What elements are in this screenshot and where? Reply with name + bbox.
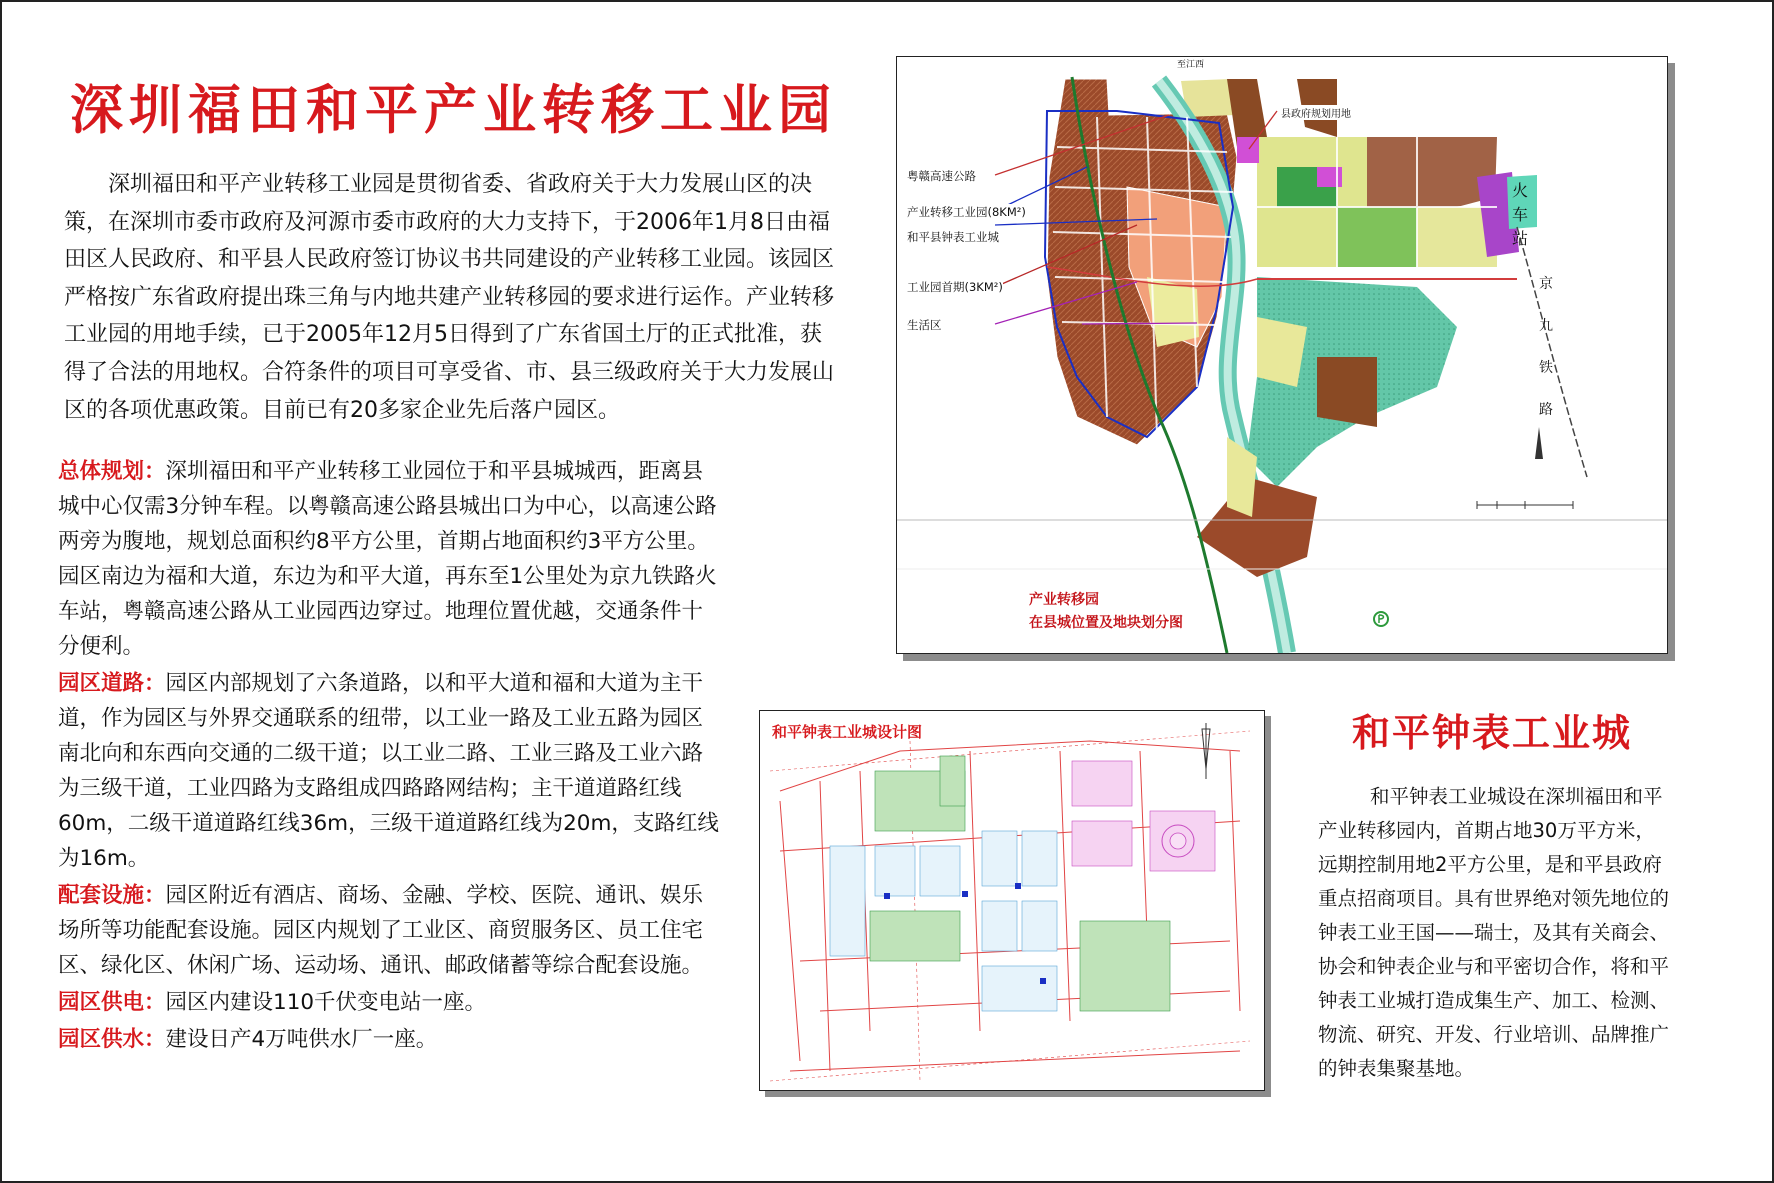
label-clock-city: 和平县钟表工业城 xyxy=(907,230,999,244)
section-list xyxy=(58,454,724,1059)
section-water xyxy=(58,1022,724,1057)
intro-paragraph: 深圳福田和平产业转移工业园是贯彻省委、省政府关于大力发展山区的决策，在深圳市委市政府及河源市委市政府的大力支持下，于2006年1月8日由福田区人民政府、和平县人民政府签订协议书共同建设的产业转移工业园。该园区严格按广东省政府提出珠三角与内地共建产业转移园的要求进行运作。产业转移工业园的用地手续，已于2005年12月5日得到了广东省国土厅的正式批准，获得了合法的用地权。合符条件的项目可享受省、市、县三级政府关于大力发展山区的各项优惠政策。目前已有20多家企业先后落户园区。 xyxy=(64,172,835,423)
section-roads xyxy=(58,666,724,876)
railway-char: 九 xyxy=(1539,318,1553,334)
section-text: 园区附近有酒店、商场、金融、学校、医院、通讯、娱乐场所等功能配套设施。园区内规划了工业区、商贸服务区、员工住宅区、绿化区、休闲广场、运动场、通讯、邮政储蓄等综合配套设施。 xyxy=(58,883,704,978)
design-title: 和平钟表工业城设计图 xyxy=(772,723,923,741)
railway-char: 铁 xyxy=(1539,360,1553,376)
section-heading: 总体规划： xyxy=(58,459,166,484)
section-heading: 园区供水： xyxy=(58,1027,166,1052)
section-power xyxy=(58,985,724,1020)
station-char: 站 xyxy=(1511,229,1528,248)
station-char: 火 xyxy=(1511,181,1528,200)
label-park: 产业转移工业园(8KM²) xyxy=(907,205,1026,219)
section-text: 建设日产4万吨供水厂一座。 xyxy=(165,1027,438,1052)
clock-city-title: 和平钟表工业城 xyxy=(1352,711,1633,755)
design-plan-graphic xyxy=(760,711,1264,1090)
label-highway: 粤赣高速公路 xyxy=(907,169,976,183)
caption-line-2: 在县城位置及地块划分图 xyxy=(1029,615,1183,631)
station-label xyxy=(1511,179,1529,251)
section-overall-plan xyxy=(58,454,724,664)
caption-line-1: 产业转移园 xyxy=(1029,592,1099,608)
section-heading: 园区道路： xyxy=(58,671,166,696)
label-to-jiangxi: 至江西 xyxy=(1177,60,1205,70)
station-char: 车 xyxy=(1511,205,1528,224)
section-heading: 配套设施： xyxy=(58,883,166,908)
railway-label xyxy=(1537,263,1555,431)
section-text: 深圳福田和平产业转移工业园位于和平县城城西，距离县城中心仅需3分钟车程。以粤赣高速公路县城出口为中心，以高速公路两旁为腹地，规划总面积约8平方公里，首期占地面积约3平方公里。园区南边为福和大道，东边为和平大道，再东至1公里处为京九铁路火车站，粤赣高速公路从工业园西边穿过。地理位置优越，交通条件十分便利。 xyxy=(58,459,717,659)
section-text: 园区内部规划了六条道路，以和平大道和福和大道为主干道，作为园区与外界交通联系的纽带，以工业一路及工业五路为园区南北向和东西向交通的二级干道；以工业二路、工业三路及工业六路为三级干道，工业四路为支路组成四路路网结构；主干道道路红线60m，二级干道道路红线36m，三级干道道路红线为20m，支路红线为16m。 xyxy=(58,671,719,871)
location-map xyxy=(896,56,1668,654)
label-living: 生活区 xyxy=(907,318,942,332)
railway-char: 京 xyxy=(1539,276,1553,292)
section-facilities xyxy=(58,878,724,983)
railway-char: 路 xyxy=(1539,402,1553,418)
page-title: 深圳福田和平产业转移工业园 xyxy=(70,80,837,141)
map-caption xyxy=(1029,589,1183,635)
clock-city-description: 和平钟表工业城设在深圳福田和平产业转移园内，首期占地30万平方米，远期控制用地2平方公里，是和平县政府重点招商项目。具有世界绝对领先地位的钟表工业王国——瑞士，及其有关商会、协会和钟表企业与和平密切合作，将和平钟表工业城打造成集生产、加工、检测、物流、研究、开发、行业培训、品牌推广的钟表集聚基地。 xyxy=(1318,785,1670,1080)
section-heading: 园区供电： xyxy=(58,990,166,1015)
label-gov-land: 县政府规划用地 xyxy=(1281,105,1351,120)
design-drawing xyxy=(759,710,1265,1091)
section-text: 园区内建设110千伏变电站一座。 xyxy=(165,990,487,1015)
label-phase1: 工业园首期(3KM²) xyxy=(907,280,1003,294)
